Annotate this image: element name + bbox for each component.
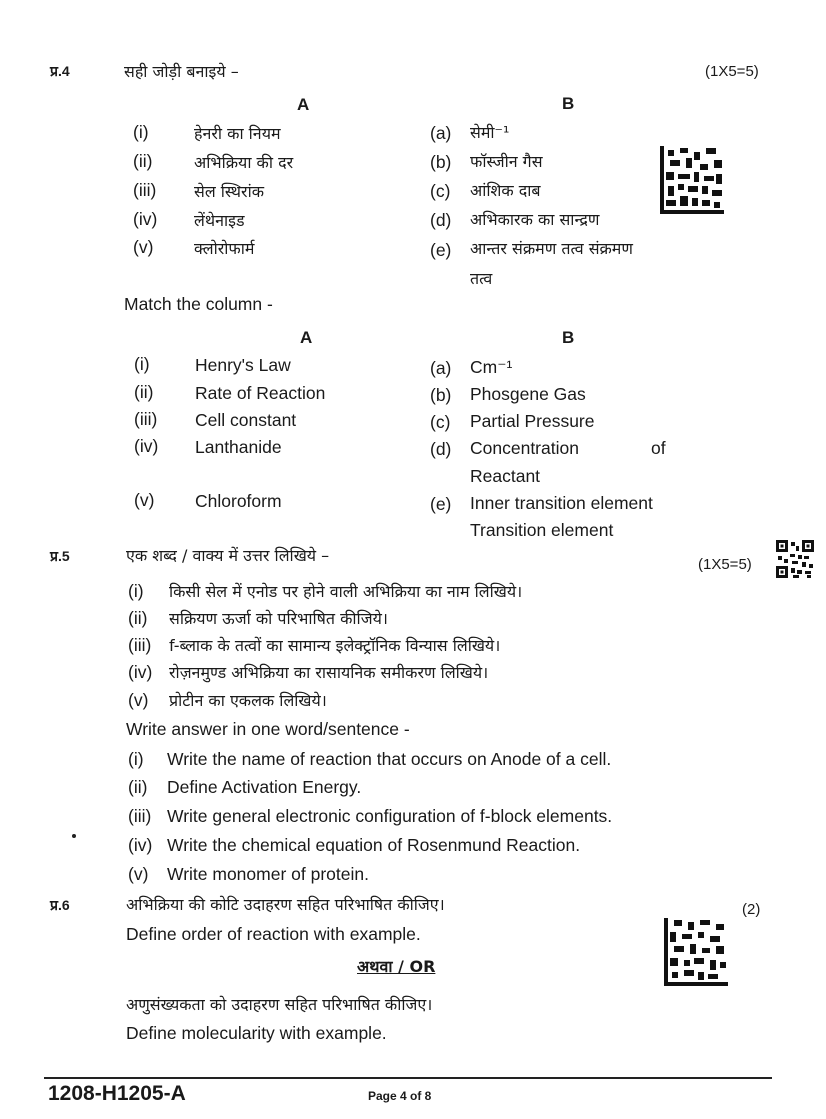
item-text: Concentration: [470, 438, 579, 458]
item-number: (iii): [134, 409, 158, 429]
paper-code: 1208-H1205-A: [48, 1082, 186, 1105]
q5-instruction-english: Write answer in one word/sentence -: [126, 719, 410, 739]
q6-marks: (2): [742, 901, 761, 918]
q5-instruction-hindi: एक शब्द / वाक्य में उत्तर लिखिये –: [126, 546, 330, 565]
item-text: आन्तर संक्रमण तत्व संक्रमण: [470, 239, 633, 258]
item-text: सेल स्थिरांक: [194, 182, 264, 201]
item-text: Cm⁻¹: [470, 357, 513, 377]
item-text: Write the name of reaction that occurs on Anode of a cell.: [167, 749, 612, 769]
column-a-heading-english: A: [300, 328, 313, 347]
item-letter: (c): [430, 412, 451, 432]
q6-alternative-english: Define molecularity with example.: [126, 1023, 387, 1043]
item-number: (v): [133, 237, 154, 257]
footer-rule: [44, 1077, 772, 1079]
item-number: (ii): [134, 382, 154, 402]
item-text: Phosgene Gas: [470, 384, 586, 404]
datamatrix-code-image: [664, 918, 728, 986]
item-text: सक्रियण ऊर्जा को परिभाषित कीजिये।: [169, 609, 388, 628]
item-number: (iv): [128, 662, 153, 682]
item-text: Write the chemical equation of Rosenmund Reaction.: [167, 835, 581, 855]
item-text: आंशिक दाब: [470, 181, 541, 200]
item-letter: (e): [430, 494, 452, 514]
item-letter: (d): [430, 439, 452, 459]
item-text: Cell constant: [195, 410, 297, 430]
item-text: प्रोटीन का एकलक लिखिये।: [169, 691, 327, 710]
item-letter: (b): [430, 385, 452, 405]
q6-number: प्र.6: [50, 897, 70, 913]
item-number: (i): [133, 122, 149, 142]
item-text: Chloroform: [195, 491, 282, 511]
item-number: (iv): [133, 209, 158, 229]
item-text-continued: Transition element: [470, 520, 614, 540]
item-number: (v): [128, 864, 149, 884]
q4-instruction-english: Match the column -: [124, 294, 273, 314]
item-text-of: of: [651, 438, 666, 458]
q4-instruction-hindi: सही जोड़ी बनाइये –: [124, 62, 239, 81]
column-b-heading-english: B: [562, 328, 575, 347]
q6-question-english: Define order of reaction with example.: [126, 924, 421, 944]
q5-number: प्र.5: [50, 548, 70, 564]
item-text: रोज़नमुण्ड अभिक्रिया का रासायनिक समीकरण लिखिये।: [169, 663, 489, 682]
item-text: किसी सेल में एनोड पर होने वाली अभिक्रिया का नाम लिखिये।: [169, 582, 523, 601]
scan-speck: [72, 834, 76, 838]
q4-number: प्र.4: [50, 63, 70, 79]
item-number: (iii): [133, 180, 157, 200]
item-number: (i): [128, 749, 144, 769]
item-number: (v): [134, 490, 155, 510]
item-text-continued: तत्व: [470, 269, 493, 288]
page-number: Page 4 of 8: [368, 1089, 432, 1103]
item-letter: (a): [430, 358, 452, 378]
item-number: (v): [128, 690, 149, 710]
item-number: (iii): [128, 806, 152, 826]
item-number: (iv): [128, 835, 153, 855]
item-text: Lanthanide: [195, 437, 282, 457]
item-text: Partial Pressure: [470, 411, 595, 431]
datamatrix-code-image: [660, 146, 724, 214]
item-number: (ii): [128, 777, 148, 797]
item-letter: (e): [430, 240, 452, 260]
item-number: (ii): [128, 608, 148, 628]
item-text-continued: Reactant: [470, 466, 541, 486]
item-letter: (b): [430, 152, 452, 172]
q6-alternative-hindi: अणुसंख्यकता को उदाहरण सहित परिभाषित कीजिए।: [126, 995, 433, 1014]
item-text: Rate of Reaction: [195, 383, 326, 403]
item-text: अभिकारक का सान्द्रण: [470, 210, 600, 229]
item-text: Define Activation Energy.: [167, 777, 362, 797]
item-text: हेनरी का नियम: [194, 124, 281, 143]
item-text: सेमी⁻¹: [470, 123, 510, 142]
item-number: (iii): [128, 635, 152, 655]
item-number: (i): [128, 581, 144, 601]
item-text: f-ब्लाक के तत्वों का सामान्य इलेक्ट्रॉनिक विन्यास लिखिये।: [169, 636, 501, 655]
or-separator: अथवा / OR: [357, 957, 436, 976]
item-letter: (a): [430, 123, 452, 143]
item-text: Write monomer of protein.: [167, 864, 369, 884]
q5-marks: (1X5=5): [698, 556, 752, 573]
column-b-heading: B: [562, 94, 575, 113]
item-number: (iv): [134, 436, 159, 456]
item-letter: (c): [430, 181, 451, 201]
item-number: (ii): [133, 151, 153, 171]
item-text: फॉस्जीन गैस: [470, 152, 543, 171]
q4-marks: (1X5=5): [705, 63, 759, 80]
item-number: (i): [134, 354, 150, 374]
q6-question-hindi: अभिक्रिया की कोटि उदाहरण सहित परिभाषित कीजिए।: [126, 895, 445, 914]
item-text: क्लोरोफार्म: [194, 239, 255, 258]
item-text: लेंथेनाइड: [194, 211, 245, 230]
column-a-heading: A: [297, 95, 310, 114]
item-text: Inner transition element: [470, 493, 653, 513]
item-text: Write general electronic configuration of f-block elements.: [167, 806, 613, 826]
qr-code-image: [776, 540, 814, 578]
item-text: अभिक्रिया की दर: [194, 153, 294, 172]
item-text: Henry's Law: [195, 355, 291, 375]
item-letter: (d): [430, 210, 452, 230]
